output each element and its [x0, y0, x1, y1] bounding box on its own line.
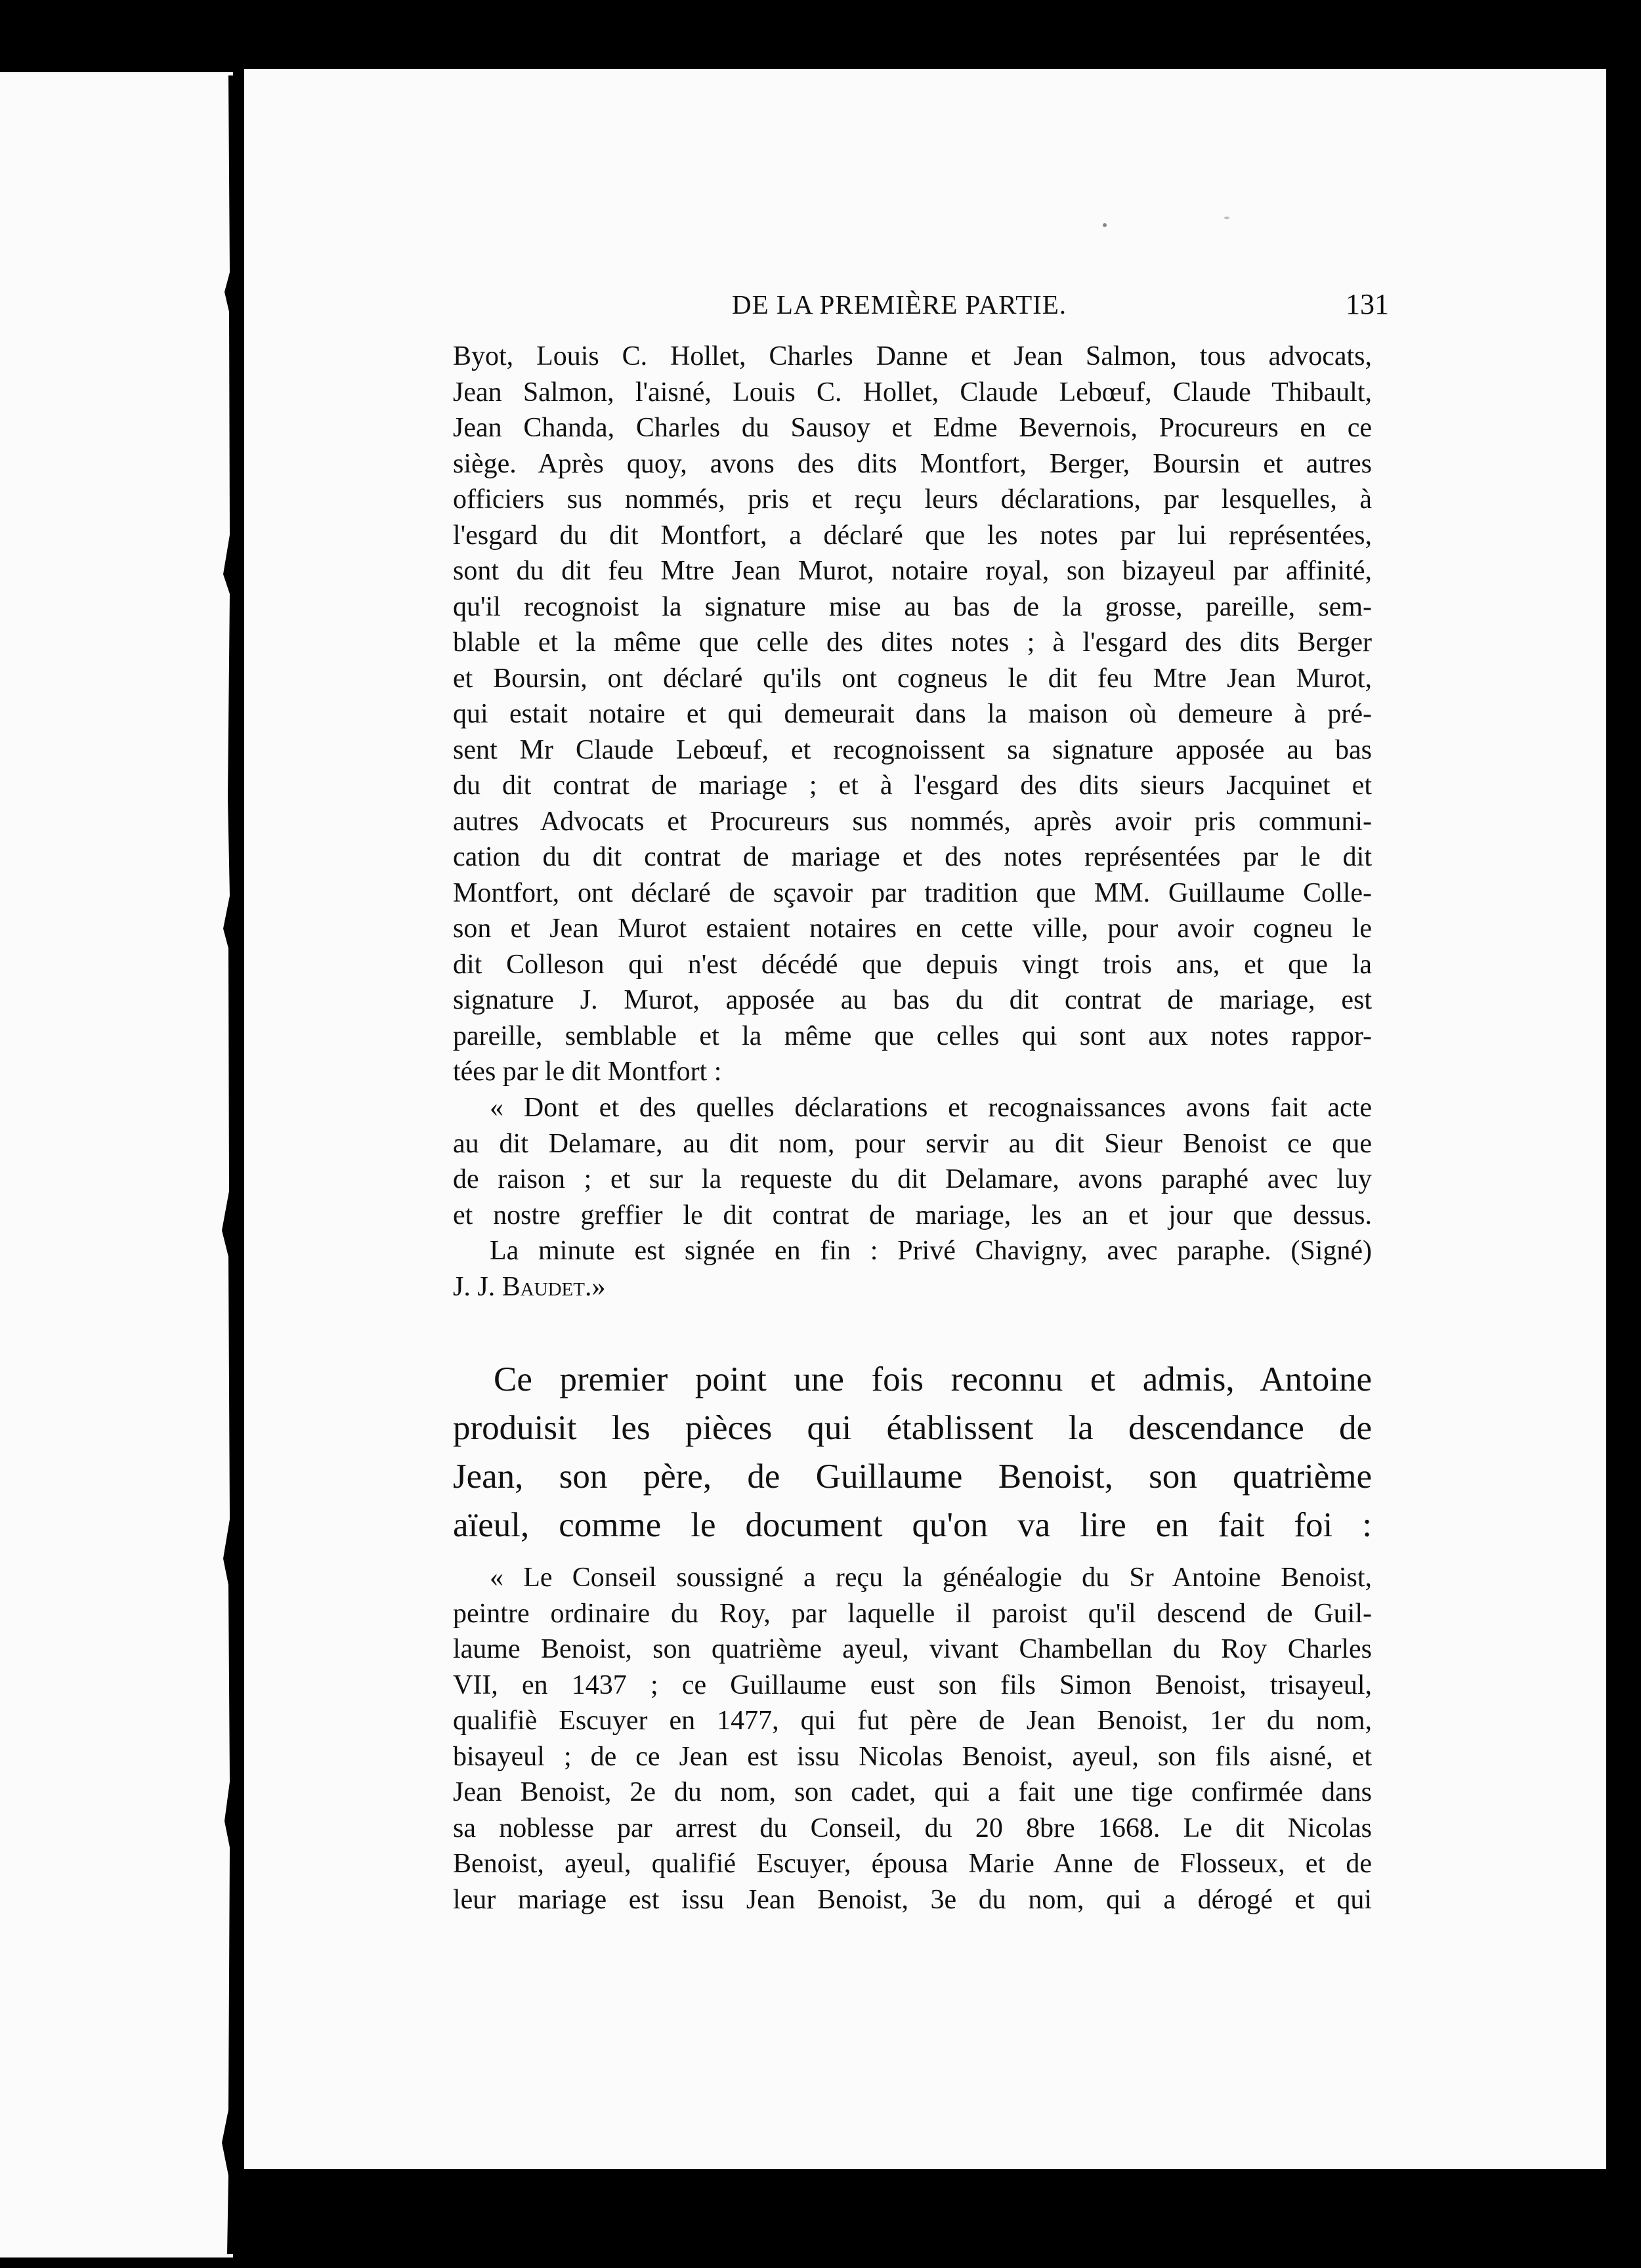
text-line: et nostre greffier le dit contrat de mariage, les an et jour que dessus. — [453, 1200, 1372, 1230]
text-line: blable et la même que celle des dites notes ; à l'esgard des dits Berger — [453, 627, 1372, 658]
page-number: 131 — [1346, 288, 1389, 320]
text-line: cation du dit contrat de mariage et des notes représentées par le dit — [453, 842, 1372, 872]
scan-speck: ▴ — [771, 0, 779, 16]
text-line: Byot, Louis C. Hollet, Charles Danne et Jean Salmon, tous advocats, — [453, 341, 1372, 371]
paragraph-declarations — [453, 1090, 1372, 1233]
text-line: bisayeul ; de ce Jean est issu Nicolas Benoist, ayeul, son fils aisné, et — [453, 1741, 1372, 1772]
text-line: Ce premier point une fois reconnu et admis, Antoine — [494, 1360, 1372, 1398]
text-line: et Boursin, ont déclaré qu'ils ont cogneus le dit feu Mtre Jean Murot, — [453, 663, 1372, 694]
paragraph-proces-verbal — [453, 339, 1372, 1090]
scan-speck — [1224, 217, 1229, 219]
text-line: Montfort, ont déclaré de sçavoir par tradition que MM. Guillaume Colle- — [453, 877, 1372, 908]
text-line: qualifiè Escuyer en 1477, qui fut père de Jean Benoist, 1er du nom, — [453, 1706, 1372, 1736]
paragraph-minute — [453, 1233, 1372, 1305]
text-line: siège. Après quoy, avons des dits Montfort, Berger, Boursin et autres — [453, 448, 1372, 479]
text-line: leur mariage est issu Jean Benoist, 3e du nom, qui a dérogé et qui — [453, 1884, 1372, 1915]
text-line: son et Jean Murot estaient notaires en cette ville, pour avoir cogneu le — [453, 914, 1372, 944]
text-line: VII, en 1437 ; ce Guillaume eust son fils Simon Benoist, trisayeul, — [453, 1670, 1372, 1700]
running-head: DE LA PREMIÈRE PARTIE. — [732, 289, 1067, 320]
text-line: signature J. Murot, apposée au bas du dit contrat de mariage, est — [453, 985, 1372, 1015]
text-line: La minute est signée en fin : Privé Chavigny, avec paraphe. (Signé) — [490, 1236, 1372, 1266]
text-line: Benoist, ayeul, qualifié Escuyer, épousa Marie Anne de Flosseux, et de — [453, 1849, 1372, 1879]
text-line: Jean Chanda, Charles du Sausoy et Edme Bevernois, Procureurs en ce — [453, 413, 1372, 443]
text-line: sont du dit feu Mtre Jean Murot, notaire royal, son bizayeul par affinité, — [453, 556, 1372, 586]
text-line: J. J. Baudet.» — [453, 1271, 606, 1302]
text-line: sa noblesse par arrest du Conseil, du 20 8bre 1668. Le dit Nicolas — [453, 1813, 1372, 1843]
text-line: du dit contrat de mariage ; et à l'esgard des dits sieurs Jacquinet et — [453, 770, 1372, 801]
text-line: Jean Salmon, l'aisné, Louis C. Hollet, Claude Lebœuf, Claude Thibault, — [453, 377, 1372, 408]
scan-speck — [1103, 223, 1107, 227]
text-line: peintre ordinaire du Roy, par laquelle il paroist qu'il descend de Guil- — [453, 1598, 1372, 1629]
text-line: pareille, semblable et la même que celles qui sont aux notes rappor- — [453, 1020, 1372, 1051]
paragraph-genealogie — [453, 1560, 1372, 1918]
text-line: Jean, son père, de Guillaume Benoist, son quatrième — [453, 1458, 1372, 1496]
text-line: « Le Conseil soussigné a reçu la généalogie du Sr Antoine Benoist, — [490, 1563, 1372, 1593]
text-line: qu'il recognoist la signature mise au bas de la grosse, pareille, sem- — [453, 591, 1372, 622]
text-line: au dit Delamare, au dit nom, pour servir au dit Sieur Benoist ce que — [453, 1128, 1372, 1159]
paragraph-narrative — [453, 1355, 1372, 1549]
facing-page-edge — [0, 72, 233, 2258]
text-line: l'esgard du dit Montfort, a déclaré que les notes par lui représentées, — [453, 520, 1372, 551]
text-line: « Dont et des quelles déclarations et recognaissances avons fait acte — [490, 1093, 1372, 1123]
text-line: sent Mr Claude Lebœuf, et recognoissent sa signature apposée au bas — [453, 734, 1372, 765]
text-line: tées par le dit Montfort : — [453, 1057, 722, 1087]
text-line: de raison ; et sur la requeste du dit Delamare, avons paraphé avec luy — [453, 1164, 1372, 1194]
text-line: dit Colleson qui n'est décédé que depuis vingt trois ans, et que la — [453, 949, 1372, 980]
text-line: produisit les pièces qui établissent la descendance de — [453, 1409, 1372, 1447]
text-line: aïeul, comme le document qu'on va lire en fait foi : — [453, 1506, 1372, 1544]
text-line: Jean Benoist, 2e du nom, son cadet, qui a fait une tige confirmée dans — [453, 1777, 1372, 1807]
text-line: laume Benoist, son quatrième ayeul, vivant Chambellan du Roy Charles — [453, 1634, 1372, 1664]
text-line: officiers sus nommés, pris et reçu leurs déclarations, par lesquelles, à — [453, 484, 1372, 514]
text-line: autres Advocats et Procureurs sus nommés, après avoir pris communi- — [453, 806, 1372, 837]
text-line: qui estait notaire et qui demeurait dans la maison où demeure à pré- — [453, 699, 1372, 729]
